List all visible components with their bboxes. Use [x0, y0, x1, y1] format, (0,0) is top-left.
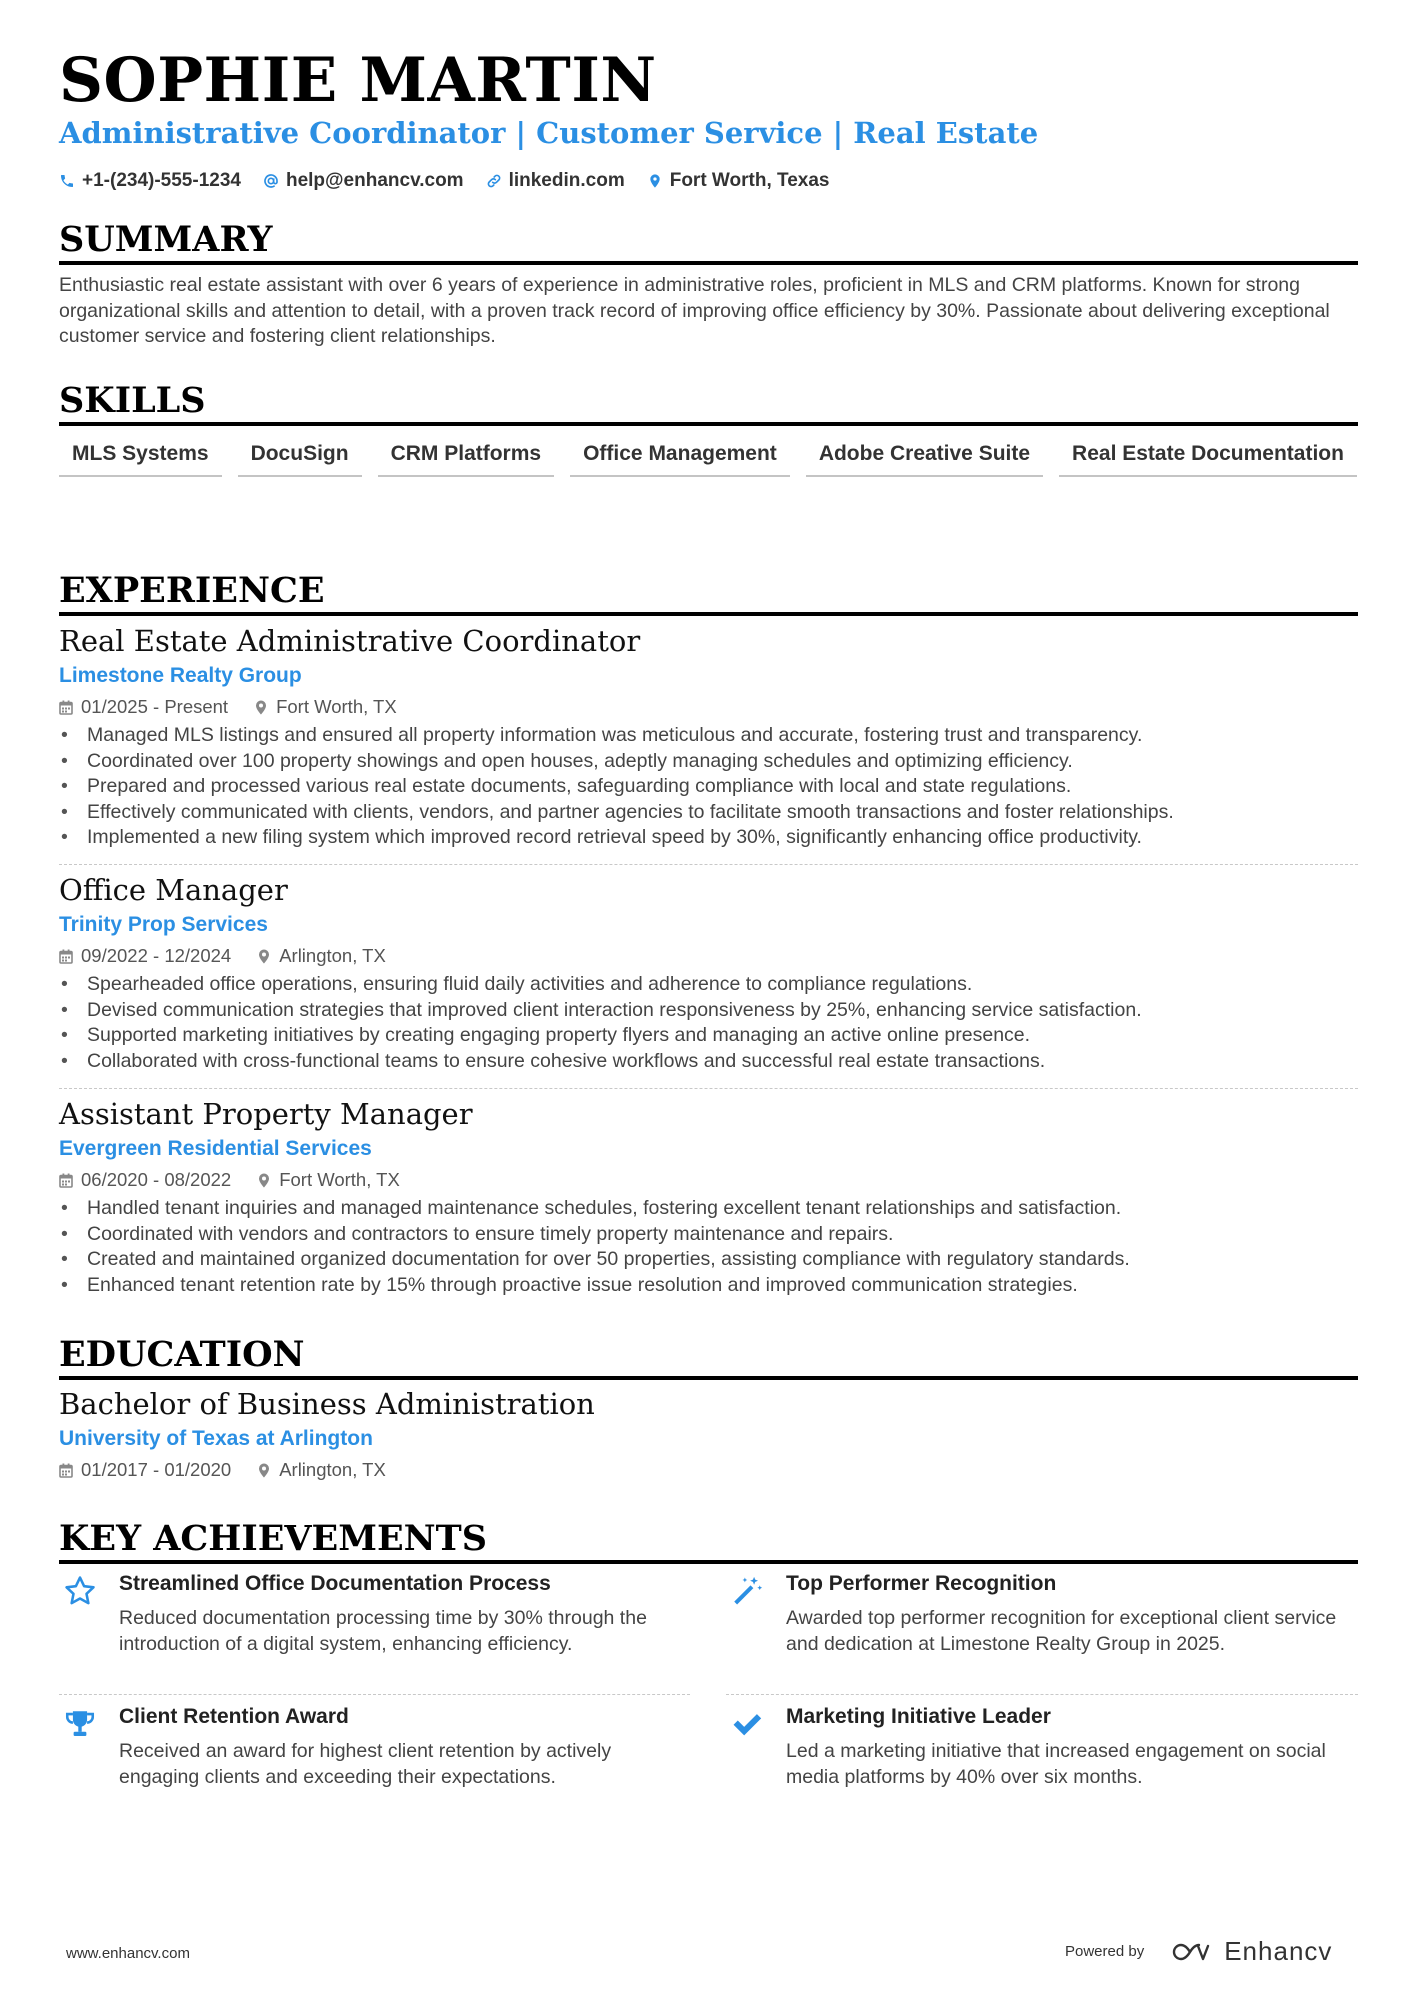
job-title: Real Estate Administrative Coordinator: [59, 624, 641, 658]
calendar-icon: [59, 1173, 73, 1188]
bullet-item: • Spearheaded office operations, ensuring fluid daily activities and adherence to compliance regulations.: [59, 972, 1358, 998]
link-icon: [486, 173, 502, 189]
location-text: Fort Worth, TX: [279, 1169, 400, 1190]
map-pin-icon: [647, 173, 663, 189]
map-pin-icon: [257, 1173, 271, 1188]
calendar-icon: [59, 700, 73, 715]
candidate-headline: Administrative Coordinator | Customer Service | Real Estate: [59, 116, 1039, 150]
experience-entry: [59, 624, 1358, 851]
dates-text: 06/2020 - 08/2022: [81, 1169, 232, 1190]
job-location: [257, 1168, 400, 1192]
achievement-title: Streamlined Office Documentation Process: [119, 1572, 551, 1595]
enhancv-logo-icon: [1172, 1941, 1216, 1963]
job-meta: [59, 944, 1358, 968]
job-dates: [59, 695, 228, 719]
experience-entry: [59, 873, 1358, 1074]
map-pin-icon: [254, 700, 268, 715]
job-location: [254, 695, 397, 719]
achievement-desc: Led a marketing initiative that increased engagement on social media platforms by 40% over six months.: [786, 1740, 1326, 1788]
at-icon: [263, 173, 279, 189]
candidate-name: SOPHIE MARTIN: [59, 45, 657, 116]
dates-text: 01/2017 - 01/2020: [81, 1459, 232, 1480]
bullet-item: • Coordinated over 100 property showings and open houses, adeptly managing schedules and optimizing efficiency.: [59, 749, 1358, 775]
achievement-title: Marketing Initiative Leader: [786, 1705, 1051, 1728]
location-text: Arlington, TX: [279, 1459, 386, 1480]
achievements-heading: KEY ACHIEVEMENTS: [59, 1521, 1358, 1564]
phone-text: +1-(234)-555-1234: [82, 170, 241, 191]
job-meta: [59, 695, 1358, 719]
education-entry: [59, 1387, 1358, 1482]
trophy-icon: [59, 1703, 101, 1745]
experience-heading: EXPERIENCE: [59, 573, 1358, 616]
map-pin-icon: [257, 1463, 271, 1478]
contact-phone[interactable]: [59, 170, 241, 192]
job-location: [257, 944, 386, 968]
job-dates: [59, 944, 231, 968]
job-meta: [59, 1168, 1358, 1192]
entry-divider: [59, 864, 1358, 865]
email-text: help@enhancv.com: [285, 170, 464, 191]
skill-tag: MLS Systems: [59, 438, 222, 477]
bullet-item: • Managed MLS listings and ensured all property information was meticulous and accurate, fostering trust and transparency.: [59, 723, 1358, 749]
achievement-desc: Received an award for highest client retention by actively engaging clients and exceeding their expectations.: [119, 1740, 612, 1788]
location-text: Fort Worth, TX: [276, 696, 397, 717]
footer-website[interactable]: www.enhancv.com: [66, 1945, 190, 1962]
company-name: Trinity Prop Services: [59, 913, 268, 936]
skill-tag: Real Estate Documentation: [1059, 438, 1357, 477]
contact-email[interactable]: [263, 170, 464, 192]
checkmark-icon: [726, 1703, 768, 1745]
dates-text: 01/2025 - Present: [81, 696, 229, 717]
education-dates: [59, 1458, 231, 1482]
bullet-item: • Implemented a new filing system which improved record retrieval speed by 30%, significantly enhancing office productivity.: [59, 825, 1358, 851]
star-icon: [59, 1570, 101, 1612]
magic-wand-icon: [726, 1570, 768, 1612]
bullet-item: • Handled tenant inquiries and managed maintenance schedules, fostering excellent tenant relationships and satisfaction.: [59, 1196, 1358, 1222]
job-bullets: [59, 972, 1358, 1074]
dates-text: 09/2022 - 12/2024: [81, 945, 232, 966]
company-name: Evergreen Residential Services: [59, 1137, 372, 1160]
school-name: University of Texas at Arlington: [59, 1427, 373, 1450]
job-title: Office Manager: [59, 873, 288, 907]
location-text: Fort Worth, Texas: [669, 170, 830, 191]
skills-heading: SKILLS: [59, 383, 1358, 426]
skill-tag: Adobe Creative Suite: [806, 438, 1043, 477]
achievement-desc: Reduced documentation processing time by 30% through the introduction of a digital system, enhancing efficiency.: [119, 1607, 647, 1655]
bullet-item: • Coordinated with vendors and contractors to ensure timely property maintenance and repairs.: [59, 1222, 1358, 1248]
achievement-desc: Awarded top performer recognition for exceptional client service and dedication at Limestone Realty Group in 2025.: [786, 1607, 1337, 1655]
powered-by-label: Powered by: [1065, 1943, 1145, 1960]
achievement-item: [726, 1570, 1354, 1657]
brand-logo: [1172, 1936, 1332, 1967]
summary-text: Enthusiastic real estate assistant with over 6 years of experience in administrative roles, proficient in MLS and CRM platforms. Known for strong organizational skills and attention to detail, with a proven track record of improving office efficiency by 30%. Passionate about delivering exceptional customer service and fostering client relationships.: [59, 274, 1330, 347]
skill-tag: CRM Platforms: [378, 438, 555, 477]
skill-tag: DocuSign: [238, 438, 362, 477]
achievement-title: Top Performer Recognition: [786, 1572, 1057, 1595]
bullet-item: • Enhanced tenant retention rate by 15% through proactive issue resolution and improved communication strategies.: [59, 1273, 1358, 1299]
contact-location: [647, 170, 830, 192]
contact-bar: [59, 170, 829, 192]
experience-entry: [59, 1097, 1358, 1298]
linkedin-text: linkedin.com: [508, 170, 625, 191]
achievement-title: Client Retention Award: [119, 1705, 349, 1728]
location-text: Arlington, TX: [279, 945, 386, 966]
job-title: Assistant Property Manager: [59, 1097, 473, 1131]
calendar-icon: [59, 1463, 73, 1478]
job-bullets: [59, 723, 1358, 851]
education-meta: [59, 1458, 1358, 1482]
brand-name: Enhancv: [1224, 1936, 1333, 1966]
map-pin-icon: [257, 949, 271, 964]
skills-list: [59, 438, 1358, 477]
contact-linkedin[interactable]: [486, 170, 625, 192]
achievement-item: [726, 1703, 1354, 1790]
company-name: Limestone Realty Group: [59, 664, 302, 687]
bullet-item: • Devised communication strategies that improved client interaction responsiveness by 25%, enhancing service satisfaction.: [59, 998, 1358, 1024]
bullet-item: • Collaborated with cross-functional teams to ensure cohesive workflows and successful real estate transactions.: [59, 1049, 1358, 1075]
achievement-item: [59, 1570, 687, 1657]
bullet-item: • Supported marketing initiatives by creating engaging property flyers and managing an active online presence.: [59, 1023, 1358, 1049]
achievement-item: [59, 1703, 687, 1790]
summary-heading: SUMMARY: [59, 222, 1358, 265]
job-dates: [59, 1168, 231, 1192]
degree-title: Bachelor of Business Administration: [59, 1387, 595, 1421]
achievement-divider: [59, 1694, 690, 1695]
footer-branding[interactable]: [1065, 1936, 1332, 1967]
phone-icon: [59, 173, 75, 189]
bullet-item: • Created and maintained organized documentation for over 50 properties, assisting compliance with regulatory standards.: [59, 1247, 1358, 1273]
bullet-item: • Effectively communicated with clients, vendors, and partner agencies to facilitate smooth transactions and foster relationships.: [59, 800, 1358, 826]
education-heading: EDUCATION: [59, 1337, 1358, 1380]
skill-tag: Office Management: [570, 438, 790, 477]
achievement-divider: [726, 1694, 1358, 1695]
bullet-item: • Prepared and processed various real estate documents, safeguarding compliance with local and state regulations.: [59, 774, 1358, 800]
job-bullets: [59, 1196, 1358, 1298]
calendar-icon: [59, 949, 73, 964]
education-location: [257, 1458, 386, 1482]
entry-divider: [59, 1088, 1358, 1089]
